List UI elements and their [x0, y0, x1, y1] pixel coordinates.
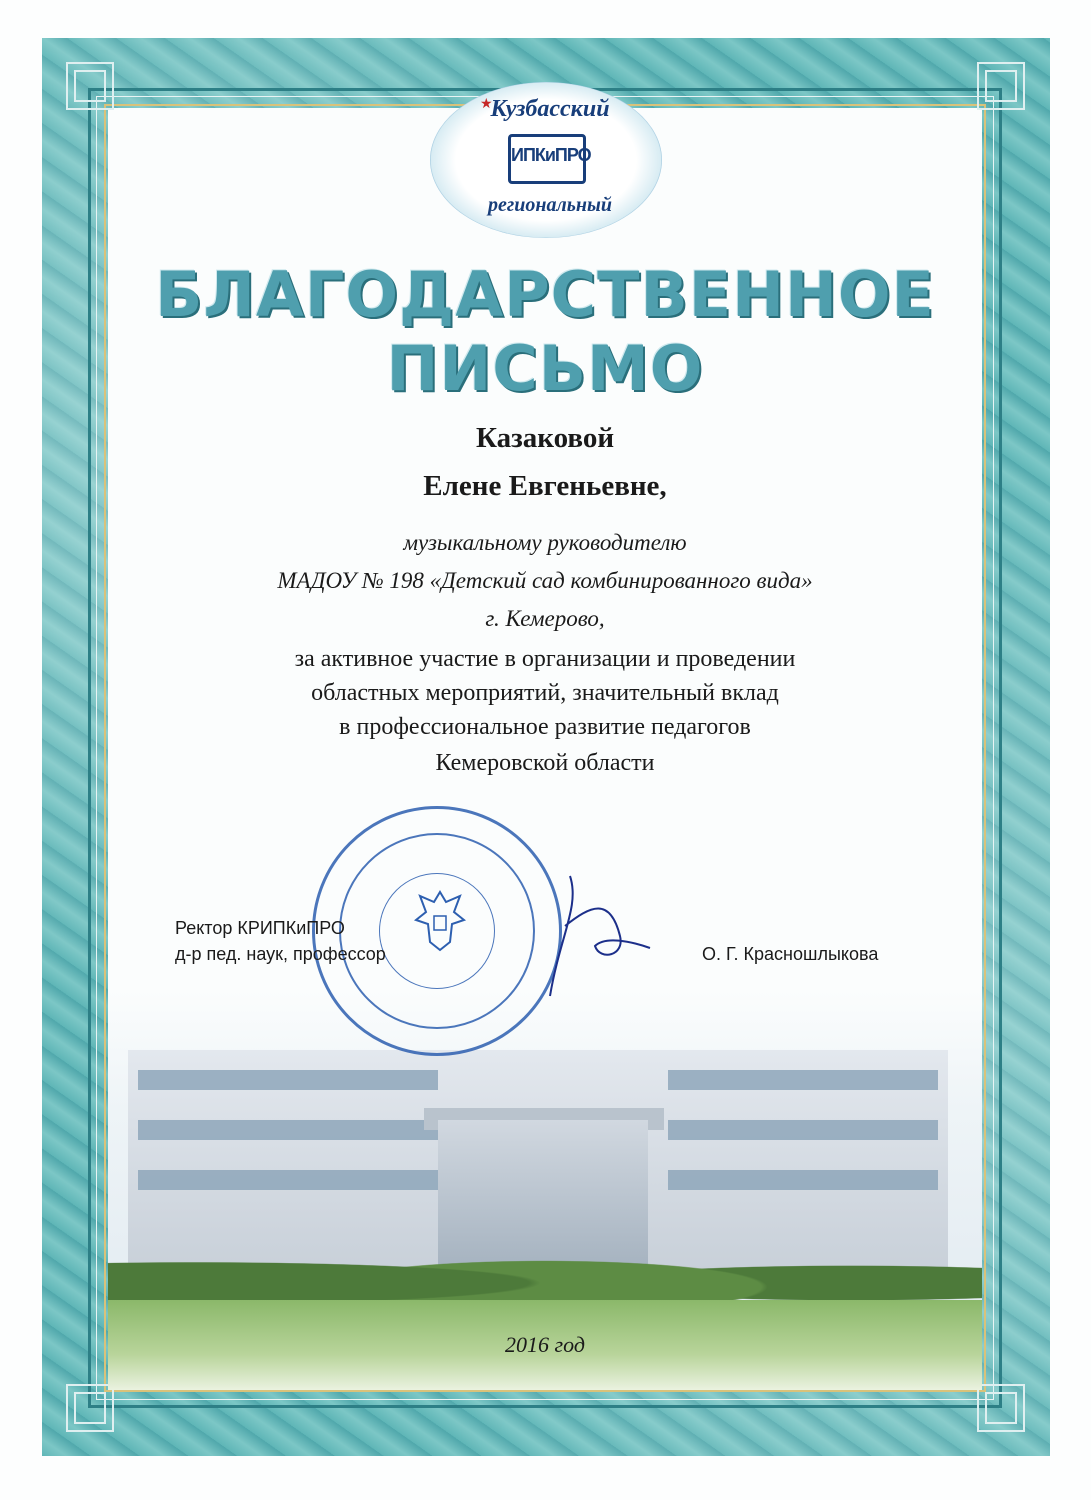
window-row [138, 1170, 438, 1190]
window-row [668, 1120, 938, 1140]
corner-ornament-top-left [66, 62, 114, 110]
signatory-name: О. Г. Красношлыкова [702, 944, 879, 964]
logo-center-text: ИПКиПРО [511, 145, 591, 165]
corner-ornament-top-right [977, 62, 1025, 110]
title-line-1: БЛАГОДАРСТВЕННОЕ [155, 258, 935, 331]
signatory-title: Ректор КРИПКиПРО [175, 918, 345, 938]
recipient-organization: МАДОУ № 198 «Детский сад комбинированного вида» [277, 568, 813, 593]
body-line-1: за активное участие в организации и проведении [294, 646, 796, 672]
recipient-surname: Казаковой [475, 422, 615, 454]
coat-of-arms-icon [410, 886, 470, 956]
logo-bottom-word: региональный [488, 194, 612, 216]
recipient-position: музыкальному руководителю [403, 530, 687, 555]
signatory-degree: д-р пед. наук, профессор [175, 944, 386, 964]
building-photo [108, 990, 982, 1390]
corner-ornament-bottom-left [66, 1384, 114, 1432]
corner-ornament-bottom-right [977, 1384, 1025, 1432]
window-row [138, 1070, 438, 1090]
certificate-year: 2016 год [505, 1332, 585, 1357]
star-icon: ★ [480, 97, 493, 112]
window-row [138, 1120, 438, 1140]
institute-logo [430, 82, 662, 238]
recipient-city: г. Кемерово, [485, 606, 605, 631]
title-line-2: ПИСЬМО [386, 332, 704, 405]
recipient-name: Елене Евгеньевне, [423, 470, 667, 502]
body-line-3: в профессиональное развитие педагогов [339, 714, 751, 740]
handwritten-signature [540, 866, 660, 1006]
logo-top-word: Кузбасский [490, 96, 610, 122]
window-row [668, 1070, 938, 1090]
body-line-2: областных мероприятий, значительный вклад [311, 680, 779, 706]
body-line-4: Кемеровской области [435, 750, 655, 776]
book-emblem-icon [508, 134, 591, 184]
window-row [668, 1170, 938, 1190]
